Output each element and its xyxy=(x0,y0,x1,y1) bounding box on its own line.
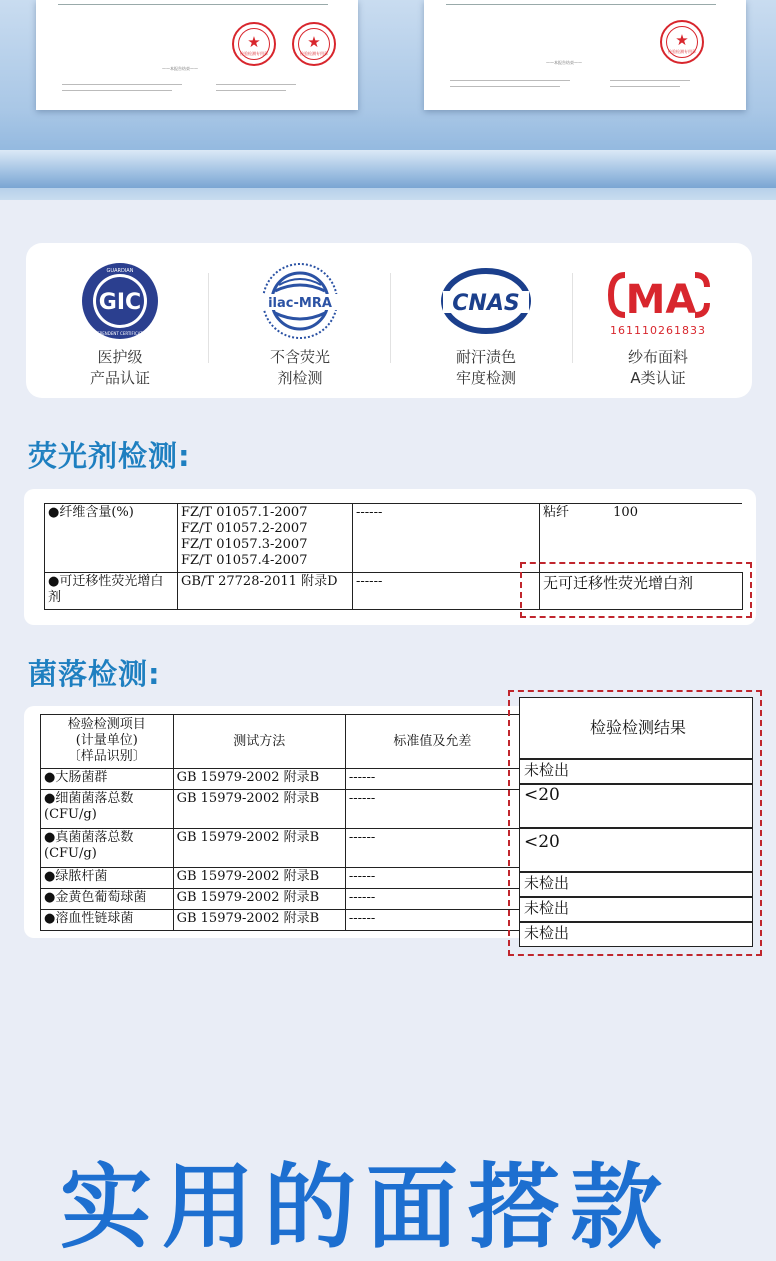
gic-logo-icon xyxy=(75,261,165,341)
cert-label-line1: 纱布面料 xyxy=(627,348,688,366)
header-item: 检验检测项目 (计量单位) 〔样品识别〕 xyxy=(41,715,174,769)
svg-text:GIC: GIC xyxy=(98,290,142,315)
method-cell: GB 15979-2002 附录B xyxy=(173,829,345,868)
svg-text:GUARDIAN: GUARDIAN xyxy=(106,268,134,274)
inspection-seal-icon: ★ 检验检测专用章 xyxy=(660,20,704,64)
svg-text:161110261833: 161110261833 xyxy=(610,324,706,337)
table-row xyxy=(41,790,520,829)
result-cell: <20 xyxy=(519,828,753,872)
result-highlight-box xyxy=(508,690,762,956)
inspection-seal-icon: ★ 检验检测专用章 xyxy=(292,22,336,66)
method-cell: FZ/T 01057.1-2007 FZ/T 01057.2-2007 FZ/T 01057.3-2007 FZ/T 01057.4-2007 xyxy=(178,504,353,573)
table-row xyxy=(41,829,520,868)
item-cell: ●金黄色葡萄球菌 xyxy=(41,889,174,910)
fluorescent-section-title: 荧光剂检测: xyxy=(28,439,191,473)
standard-cell: ------ xyxy=(345,790,519,829)
method-cell: GB 15979-2002 附录B xyxy=(173,910,345,931)
colony-section-title: 菌落检测: xyxy=(28,657,161,691)
cert-label-line2: 牢度检测 xyxy=(455,369,516,387)
method-cell: GB 15979-2002 附录B xyxy=(173,769,345,790)
result-cell: 未检出 xyxy=(519,897,753,922)
cert-label-line2: 剂检测 xyxy=(277,369,323,387)
test-report-left xyxy=(36,0,358,110)
item-cell: ●溶血性链球菌 xyxy=(41,910,174,931)
report-photo-banner xyxy=(0,0,776,200)
standard-cell: ------ xyxy=(345,889,519,910)
svg-text:ilac-MRA: ilac-MRA xyxy=(268,296,332,311)
table-row xyxy=(41,868,520,889)
result-cell: <20 xyxy=(519,784,753,828)
result-percent: 100 xyxy=(613,505,638,520)
standard-cell: ------ xyxy=(345,910,519,931)
certification-panel xyxy=(26,243,752,398)
cert-ilac-mra xyxy=(210,243,390,398)
header-standard: 标准值及允差 xyxy=(345,715,519,769)
method-cell: GB/T 27728-2011 附录D xyxy=(178,573,353,610)
standard-cell: ------ xyxy=(345,829,519,868)
test-report-right xyxy=(424,0,746,110)
fluorescent-table-card xyxy=(24,489,756,625)
table-row xyxy=(41,910,520,931)
report-end-note: ——本报告结束—— xyxy=(162,66,198,71)
inspection-seal-icon: ★ 检验检测专用章 xyxy=(232,22,276,66)
method-cell: GB 15979-2002 附录B xyxy=(173,868,345,889)
item-cell: ●细菌菌落总数 (CFU/g) xyxy=(41,790,174,829)
result-highlight-box xyxy=(520,562,752,618)
table-row xyxy=(41,769,520,790)
cert-cnas xyxy=(396,243,576,398)
footer-heading: 实用的面搭款 xyxy=(60,1154,673,1261)
table-header-row xyxy=(41,715,520,769)
method-cell: GB 15979-2002 附录B xyxy=(173,790,345,829)
cma-logo-icon xyxy=(603,261,713,341)
cert-label-line2: 产品认证 xyxy=(89,369,150,387)
svg-text:MA: MA xyxy=(625,277,697,323)
cert-label-line1: 不含荧光 xyxy=(269,348,330,366)
result-cell: 无可迁移性荧光增白剂 xyxy=(540,573,743,610)
header-method: 测试方法 xyxy=(173,715,345,769)
standard-cell: ------ xyxy=(353,573,540,610)
result-cell: 未检出 xyxy=(519,759,753,784)
result-header: 检验检测结果 xyxy=(519,697,753,759)
result-cell: 未检出 xyxy=(519,872,753,897)
item-cell: ●大肠菌群 xyxy=(41,769,174,790)
cert-gic xyxy=(30,243,210,398)
cnas-logo-icon xyxy=(441,261,531,341)
item-cell: ●纤维含量(%) xyxy=(45,504,178,573)
standard-cell: ------ xyxy=(353,504,540,573)
item-cell: ●绿脓杆菌 xyxy=(41,868,174,889)
item-cell: ●真菌菌落总数 (CFU/g) xyxy=(41,829,174,868)
cert-label-line2: A类认证 xyxy=(630,369,686,387)
standard-cell: ------ xyxy=(345,769,519,790)
method-cell: GB 15979-2002 附录B xyxy=(173,889,345,910)
report-end-note: ——本报告结束—— xyxy=(546,60,582,65)
svg-text:INDEPENDENT CERTIFICATION: INDEPENDENT CERTIFICATION xyxy=(90,331,150,336)
standard-cell: ------ xyxy=(345,868,519,889)
result-material: 粘纤 xyxy=(543,505,570,520)
svg-text:CNAS: CNAS xyxy=(452,291,520,316)
cert-cma xyxy=(568,243,748,398)
cert-label-line1: 耐汗渍色 xyxy=(455,348,516,366)
colony-table xyxy=(40,714,520,931)
ilac-mra-logo-icon xyxy=(255,261,345,341)
result-cell: 未检出 xyxy=(519,922,753,947)
colony-table-card xyxy=(24,706,520,938)
item-cell: ●可迁移性荧光增白剂 xyxy=(45,573,178,610)
table-row xyxy=(41,889,520,910)
cert-label-line1: 医护级 xyxy=(97,348,143,366)
